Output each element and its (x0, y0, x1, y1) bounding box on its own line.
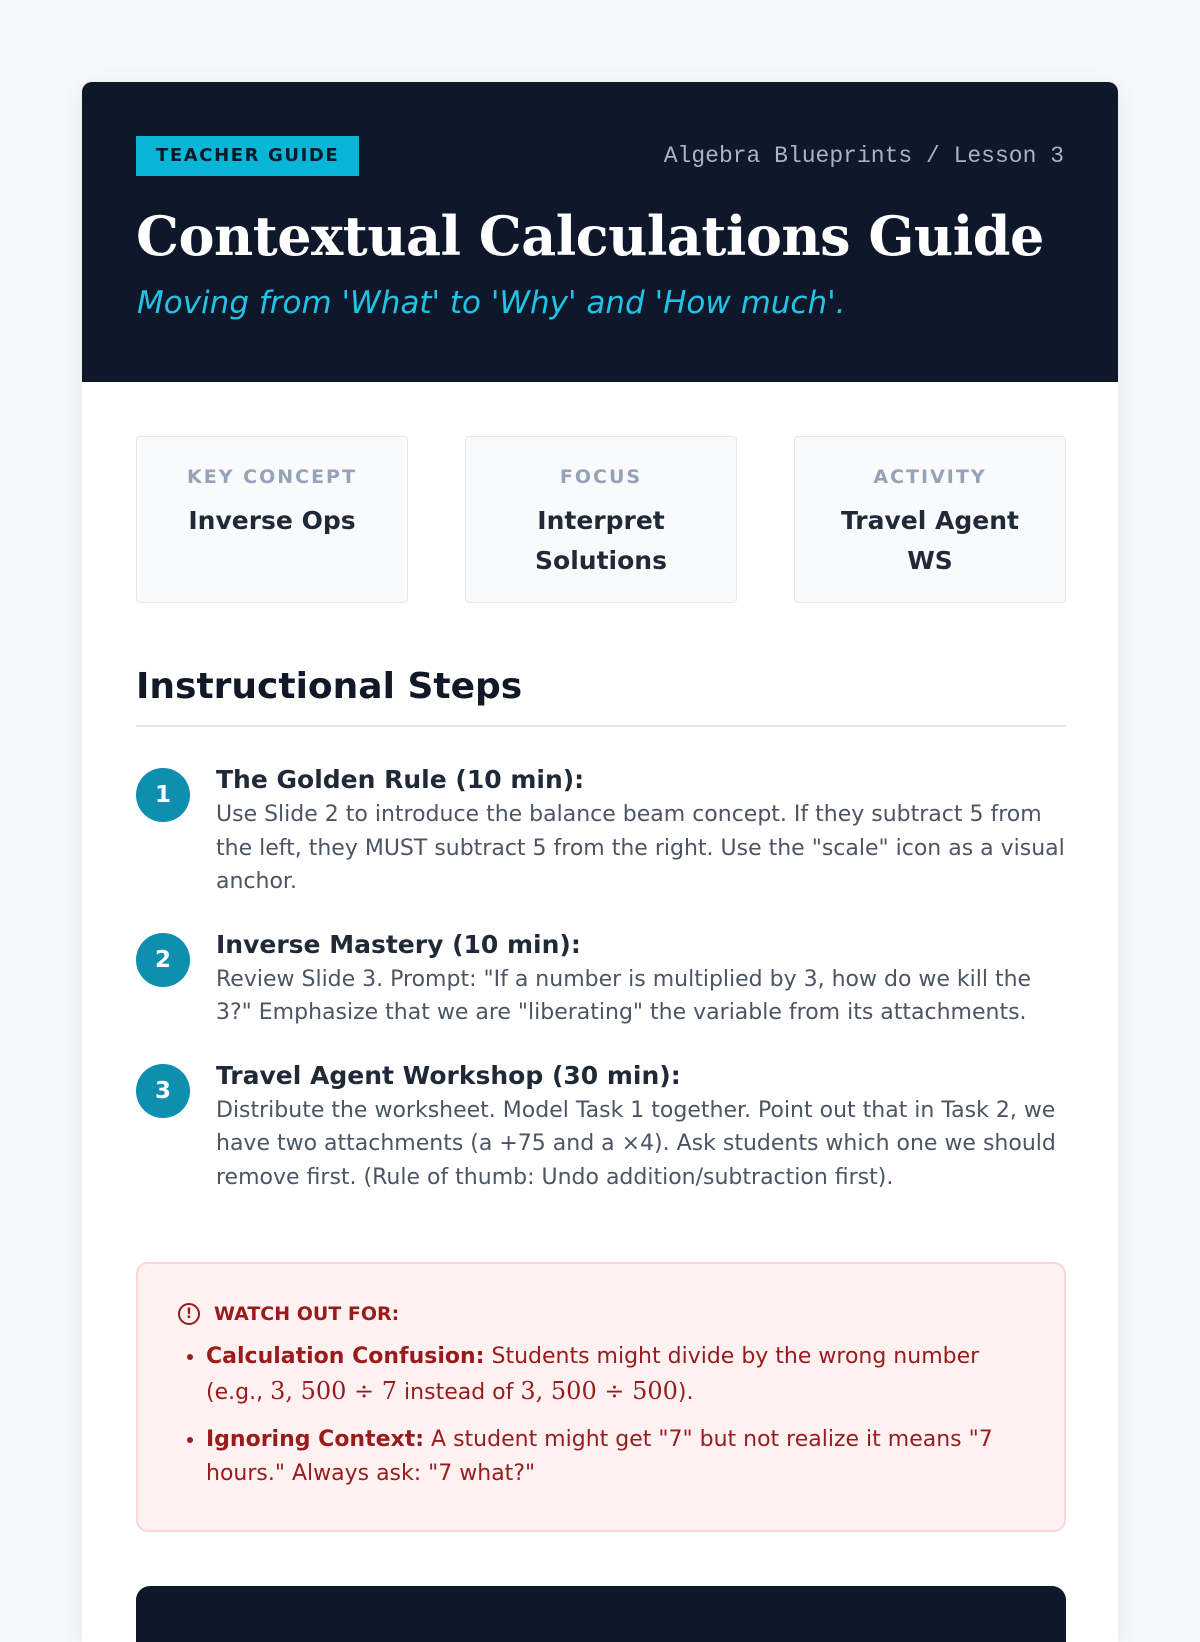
page-subtitle: Moving from 'What' to 'Why' and 'How much'. (137, 285, 846, 321)
step-number-badge: 2 (136, 933, 190, 987)
step-number-badge: 3 (136, 1064, 190, 1118)
section-divider (136, 725, 1066, 727)
step-title: The Golden Rule (10 min): (216, 765, 585, 794)
page-title: Contextual Calculations Guide (136, 204, 1044, 268)
alert-item-label: Ignoring Context: (206, 1427, 425, 1452)
info-box-value: Interpret Solutions (535, 506, 667, 575)
guide-card (82, 82, 1118, 1642)
alert-title: WATCH OUT FOR: (214, 1303, 400, 1325)
watch-out-alert (136, 1262, 1066, 1532)
step-item (136, 1058, 1066, 1195)
step-body: Review Slide 3. Prompt: "If a number is multiplied by 3, how do we kill the 3?" Emphasize that we are "liberating" the variable from its attachments. (216, 966, 1032, 1025)
section-title: Instructional Steps (136, 666, 523, 707)
breadcrumb: Algebra Blueprints / Lesson 3 (663, 143, 1064, 169)
info-box-value: Inverse Ops (188, 506, 356, 535)
step-item (136, 927, 1066, 1030)
info-box-value: Travel Agent WS (841, 506, 1019, 575)
alert-list (178, 1340, 1024, 1491)
next-section-bar (136, 1586, 1066, 1642)
info-box-label: ACTIVITY (873, 466, 987, 488)
step-item (136, 762, 1066, 899)
math-expression: 3, 500 ÷ 7 (270, 1377, 398, 1405)
guide-header (82, 82, 1118, 382)
step-body: Use Slide 2 to introduce the balance beam concept. If they subtract 5 from the left, they MUST subtract 5 from the right. Use the "scale" icon as a visual anchor. (216, 802, 1065, 894)
step-body: Distribute the worksheet. Model Task 1 together. Point out that in Task 2, we have two attachments (a +75 and a ×4). Ask students which one we should remove first. (Rule of thumb: Undo addition/subtraction first). (216, 1097, 1056, 1190)
alert-item-text: ). (677, 1380, 694, 1405)
info-box-key-concept (136, 436, 408, 603)
alert-header (178, 1298, 1024, 1330)
alert-item-text: Students might divide by the wrong number (e.g., (206, 1344, 980, 1405)
step-title: Travel Agent Workshop (30 min): (216, 1060, 681, 1090)
info-box-label: KEY CONCEPT (187, 466, 357, 488)
alert-item (206, 1423, 1024, 1491)
math-expression: 3, 500 ÷ 500 (520, 1377, 678, 1405)
alert-item-label: Calculation Confusion: (206, 1344, 485, 1369)
teacher-guide-badge: TEACHER GUIDE (136, 136, 359, 176)
info-box-label: FOCUS (559, 466, 643, 488)
step-number-badge: 1 (136, 768, 190, 822)
alert-item-text: A student might get "7" but not realize it means "7 hours." Always ask: "7 what?" (206, 1427, 993, 1486)
info-box-activity (794, 436, 1066, 603)
alert-item (206, 1340, 1024, 1410)
info-boxes (136, 436, 1066, 603)
alert-circle-icon: ! (178, 1303, 200, 1325)
info-box-focus (465, 436, 737, 603)
step-title: Inverse Mastery (10 min): (216, 929, 581, 959)
instructional-steps (136, 762, 1066, 1222)
alert-item-text: instead of (404, 1380, 514, 1405)
